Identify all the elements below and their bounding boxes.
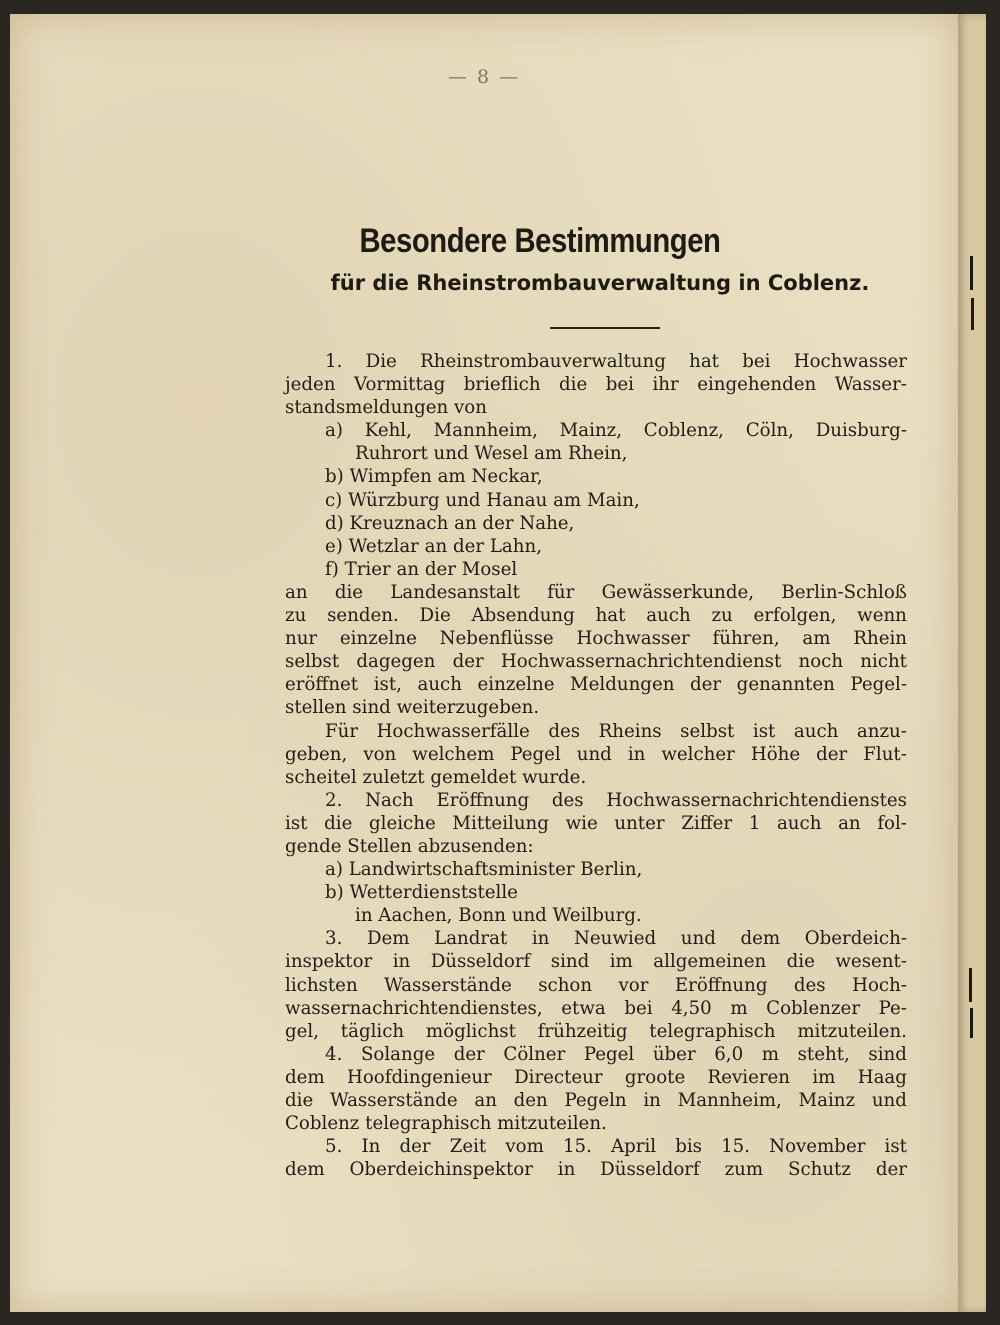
text-line: 1. Die Rheinstrombauverwaltung hat bei Hochwasser — [325, 351, 907, 372]
text-line: inspektor in Düsseldorf sind im allgemeinen die wesent- — [285, 951, 907, 973]
page-number: — 8 — — [447, 66, 521, 88]
text-line: b) Wimpfen am Neckar, — [325, 466, 543, 488]
margin-mark — [970, 1008, 973, 1038]
document-title: Besondere Bestimmungen — [359, 222, 721, 260]
text-line: selbst dagegen der Hochwassernachrichtendienst noch nicht — [285, 651, 907, 673]
margin-mark — [969, 968, 972, 1002]
text-line: jeden Vormittag brieflich die bei ihr eingehenden Wasser- — [285, 374, 907, 396]
text-line: 5. In der Zeit vom 15. April bis 15. November ist — [325, 1136, 907, 1158]
text-line: 4. Solange der Cölner Pegel über 6,0 m steht, sind — [325, 1043, 907, 1065]
document-page — [10, 14, 958, 1312]
text-line: ist die gleiche Mitteilung wie unter Ziffer 1 auch an fol- — [285, 812, 907, 834]
text-line: dem Hoofdingenieur Directeur groote Revieren im Haag — [285, 1066, 907, 1088]
title-divider — [550, 327, 660, 329]
text-line: geben, von welchem Pegel und in welcher Höhe der Flut- — [285, 743, 907, 765]
text-line: wassernachrichtendienstes, etwa bei 4,50 m Coblenzer Pe- — [285, 997, 907, 1019]
text-line: f) Trier an der Mosel — [325, 558, 518, 580]
text-line: Ruhrort und Wesel am Rhein, — [355, 443, 628, 465]
text-line: a) Landwirtschaftsminister Berlin, — [325, 859, 643, 881]
text-line: nur einzelne Nebenflüsse Hochwasser führen, am Rhein — [285, 628, 907, 650]
text-line: Coblenz telegraphisch mitzuteilen. — [285, 1113, 607, 1135]
text-line: c) Würzburg und Hanau am Main, — [325, 489, 640, 511]
text-line: 3. Dem Landrat in Neuwied und dem Oberdeich- — [325, 928, 907, 950]
text-line: 2. Nach Eröffnung des Hochwassernachrichtendienstes — [325, 789, 907, 811]
text-line: standsmeldungen von — [285, 397, 487, 419]
text-line: die Wasserstände an den Pegeln in Mannheim, Mainz und — [285, 1090, 907, 1111]
text-line: Für Hochwasserfälle des Rheins selbst ist auch anzu- — [325, 720, 907, 742]
document-subtitle: für die Rheinstrombauverwaltung in Coblenz. — [330, 271, 870, 295]
text-line: an die Landesanstalt für Gewässerkunde, Berlin-Schloß — [285, 581, 907, 603]
text-line: in Aachen, Bonn und Weilburg. — [355, 905, 642, 927]
text-line: stellen sind weiterzugeben. — [285, 697, 540, 719]
text-line: a) Kehl, Mannheim, Mainz, Coblenz, Cöln, Duisburg- — [325, 420, 907, 442]
body-text — [285, 350, 907, 1181]
text-line: gende Stellen abzusenden: — [285, 835, 534, 857]
margin-mark — [971, 298, 974, 330]
text-line: scheitel zuletzt gemeldet wurde. — [285, 766, 587, 788]
page-edge — [958, 14, 986, 1312]
text-line: lichsten Wasserstände schon vor Eröffnung des Hoch- — [285, 974, 907, 996]
text-line: eröffnet ist, auch einzelne Meldungen der genannten Pegel- — [285, 674, 907, 696]
text-line: b) Wetterdienststelle — [325, 882, 518, 904]
scan-border — [986, 0, 1000, 1325]
text-line: dem Oberdeichinspektor in Düsseldorf zum Schutz der — [285, 1159, 907, 1181]
text-line: zu senden. Die Absendung hat auch zu erfolgen, wenn — [285, 605, 907, 627]
margin-mark — [970, 256, 973, 290]
text-line: d) Kreuznach an der Nahe, — [325, 512, 575, 534]
text-line: e) Wetzlar an der Lahn, — [325, 535, 542, 557]
text-line: gel, täglich möglichst frühzeitig telegraphisch mitzuteilen. — [285, 1020, 907, 1042]
